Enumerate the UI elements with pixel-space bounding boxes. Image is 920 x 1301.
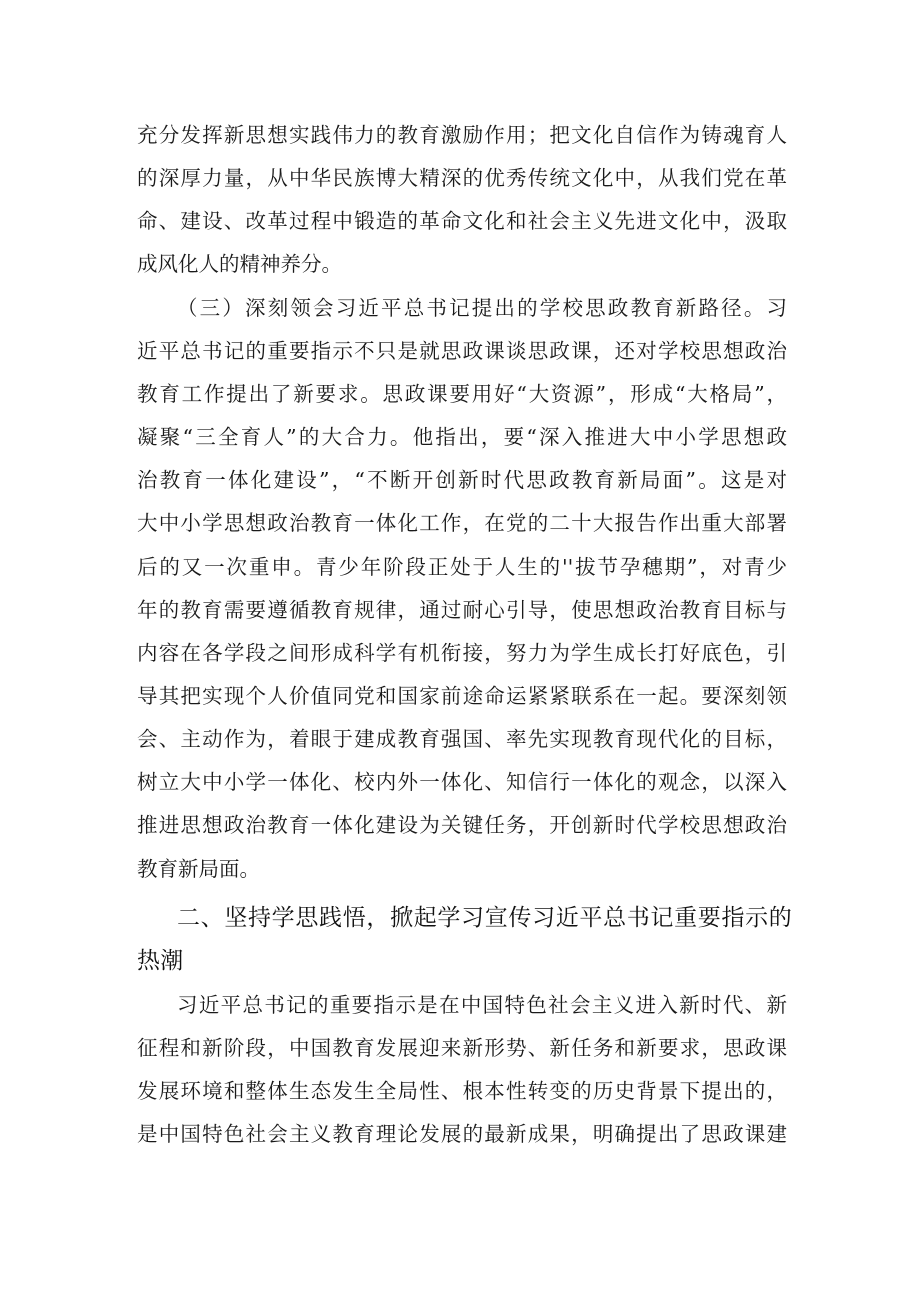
section-heading-continued: 热潮	[137, 948, 184, 974]
body-text-line: 凝聚“三全育人”的大合力。他指出，要“深入推进大中小学思想政	[137, 425, 787, 449]
section-heading: 二、坚持学思践悟，掀起学习宣传习近平总书记重要指示的	[177, 905, 792, 931]
body-text-line: 治教育一体化建设”，“不断开创新时代思政教育新局面”。这是对	[137, 468, 787, 492]
body-text-line: 教育工作提出了新要求。思政课要用好“大资源”，形成“大格局”，	[137, 382, 787, 406]
body-text-line: 发展环境和整体生态发生全局性、根本性转变的历史背景下提出的，	[137, 1079, 787, 1103]
subsection-heading-line: （三）深刻领会习近平总书记提出的学校思政教育新路径。习	[177, 296, 787, 320]
body-text-line: 是中国特色社会主义教育理论发展的最新成果，明确提出了思政课建	[137, 1122, 787, 1146]
body-text-line: 年的教育需要遵循教育规律，通过耐心引导，使思想政治教育目标与	[137, 598, 787, 622]
body-text-line: 导其把实现个人价值同党和国家前途命运紧紧联系在一起。要深刻领	[137, 684, 787, 708]
body-text-line: 成风化人的精神养分。	[137, 252, 342, 276]
body-text-line: 征程和新阶段，中国教育发展迎来新形势、新任务和新要求，思政课	[137, 1036, 787, 1060]
body-text-line: 教育新局面。	[137, 857, 260, 881]
body-text-line: 近平总书记的重要指示不只是就思政课谈思政课，还对学校思想政治	[137, 339, 787, 363]
body-text-line: 后的又一次重申。青少年阶段正处于人生的''拔节孕穗期”，对青少	[137, 555, 787, 579]
body-text-line: 充分发挥新思想实践伟力的教育激励作用；把文化自信作为铸魂育人	[137, 123, 787, 147]
body-text-line: 树立大中小学一体化、校内外一体化、知信行一体化的观念，以深入	[137, 770, 787, 794]
body-text-line: 推进思想政治教育一体化建设为关键任务，开创新时代学校思想政治	[137, 813, 787, 837]
body-text-line: 命、建设、改革过程中锻造的革命文化和社会主义先进文化中，汲取	[137, 209, 787, 233]
body-text-line: 会、主动作为，着眼于建成教育强国、率先实现教育现代化的目标，	[137, 727, 787, 751]
body-text-line: 的深厚力量，从中华民族博大精深的优秀传统文化中，从我们党在革	[137, 166, 787, 190]
body-text-line: 习近平总书记的重要指示是在中国特色社会主义进入新时代、新	[177, 993, 787, 1017]
body-text-line: 内容在各学段之间形成科学有机衔接，努力为学生成长打好底色，引	[137, 641, 787, 665]
body-text-line: 大中小学思想政治教育一体化工作，在党的二十大报告作出重大部署	[137, 511, 787, 535]
